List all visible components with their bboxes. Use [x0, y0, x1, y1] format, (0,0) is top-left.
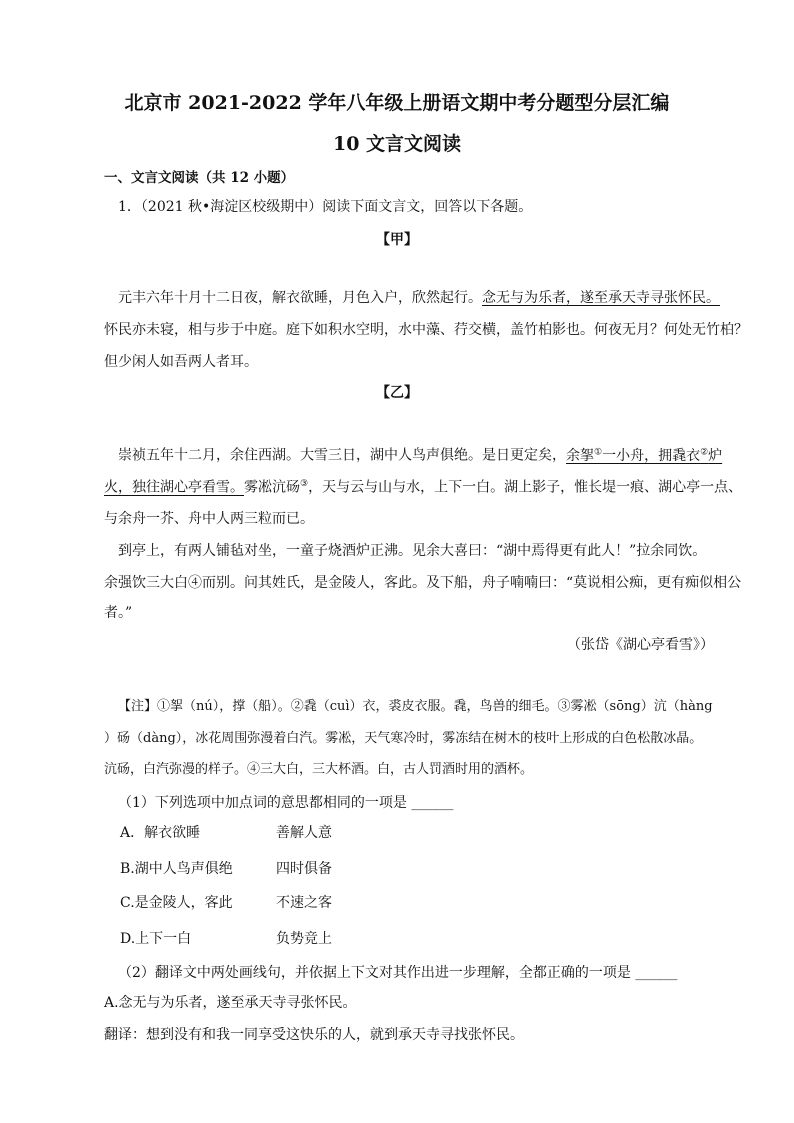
q2-option-a: A.念无与为乐者，遂至承天寺寻张怀民。	[104, 995, 357, 1011]
note-line3: 沆砀，白汽弥漫的样子。④三大白，三大杯酒。白，古人罚酒时用的酒杯。	[104, 762, 534, 777]
q1-option-b-right: 四时俱备	[276, 861, 332, 877]
q1-option-b-left: B.湖中人鸟声俱绝	[120, 861, 233, 877]
q1-option-c-left: C.是金陵人，客此	[120, 895, 233, 911]
yi-source: （张岱《湖心亭看雪》）	[567, 637, 714, 653]
jia-underlined-sentence: 念无与为乐者，遂至承天寺寻张怀民。	[482, 290, 720, 306]
yi-line6: 者。”	[104, 605, 133, 621]
note-line2: ）砀（dàng），冰花周围弥漫着白汽。雾凇，天气寒冷时，雾冻结在树木的枝叶上形成的白色松散冰晶。	[104, 731, 703, 746]
yi-line2: 火，独往湖心亭看雪。雾凇沆砀③，天与云与山与水，上下一白。湖上影子，惟长堤一痕、湖心亭一点、	[104, 479, 743, 496]
q1-option-c-right: 不速之客	[276, 895, 332, 911]
doc-title-line1: 北京市 2021-2022 学年八年级上册语文期中考分题型分层汇编	[124, 92, 670, 114]
question1-intro: 1．（2021 秋•海淀区校级期中）阅读下面文言文，回答以下各题。	[118, 199, 533, 215]
jia-text: 元丰六年十月十二日夜，解衣欲睡，月色入户，欣然起行。	[118, 290, 482, 306]
jia-heading: 【甲】	[376, 232, 418, 248]
q1-stem: （1）下列选项中加点词的意思都相同的一项是 ______	[118, 795, 454, 811]
yi-line4: 到亭上，有两人铺毡对坐，一童子烧酒炉正沸。见余大喜曰：“湖中焉得更有此人！”拉余同饮。	[118, 543, 707, 559]
jia-paragraph-line3: 但少闲人如吾两人者耳。	[104, 354, 258, 370]
q1-option-a-right: 善解人意	[276, 825, 332, 841]
q1-option-d-left: D.上下一白	[120, 931, 192, 947]
yi-heading: 【乙】	[376, 385, 418, 401]
doc-title-line2: 10 文言文阅读	[332, 133, 462, 155]
yi-text: 崇祯五年十二月，余住西湖。大雪三日，湖中人鸟声俱绝。是日更定矣，	[118, 447, 566, 464]
section-heading: 一、文言文阅读（共 12 小题）	[104, 170, 295, 186]
jia-paragraph-line2: 怀民亦未寝，相与步于中庭。庭下如积水空明，水中藻、荇交横，盖竹柏影也。何夜无月？何处无竹柏？	[104, 322, 748, 338]
yi-line5: 余强饮三大白④而别。问其姓氏，是金陵人，客此。及下船，舟子喃喃曰：“莫说相公痴，更有痴似相公	[104, 575, 742, 591]
q2-translation: 翻译：想到没有和我一同享受这快乐的人，就到承天寺寻找张怀民。	[104, 1027, 524, 1043]
yi-line3: 与余舟一芥、舟中人两三粒而已。	[104, 511, 314, 527]
q1-option-a-left: A．解衣欲睡	[120, 825, 201, 841]
yi-underlined-part2: 火，独往湖心亭看雪。	[104, 479, 244, 496]
yi-underlined-part1: 余挐①一小舟，拥毳衣②炉	[566, 447, 723, 464]
jia-paragraph-line1	[118, 291, 720, 305]
q1-option-d-right: 负势竞上	[276, 931, 332, 947]
note-line1: 【注】①挐（nú），撑（船）。②毳（cuì）衣，裘皮衣服。毳，鸟兽的细毛。③雾凇（sōng）沆（hàng	[118, 699, 713, 714]
yi-line1	[118, 448, 722, 463]
q2-stem: （2）翻译文中两处画线句，并依据上下文对其作出进一步理解，全都正确的一项是 ______	[118, 965, 678, 981]
